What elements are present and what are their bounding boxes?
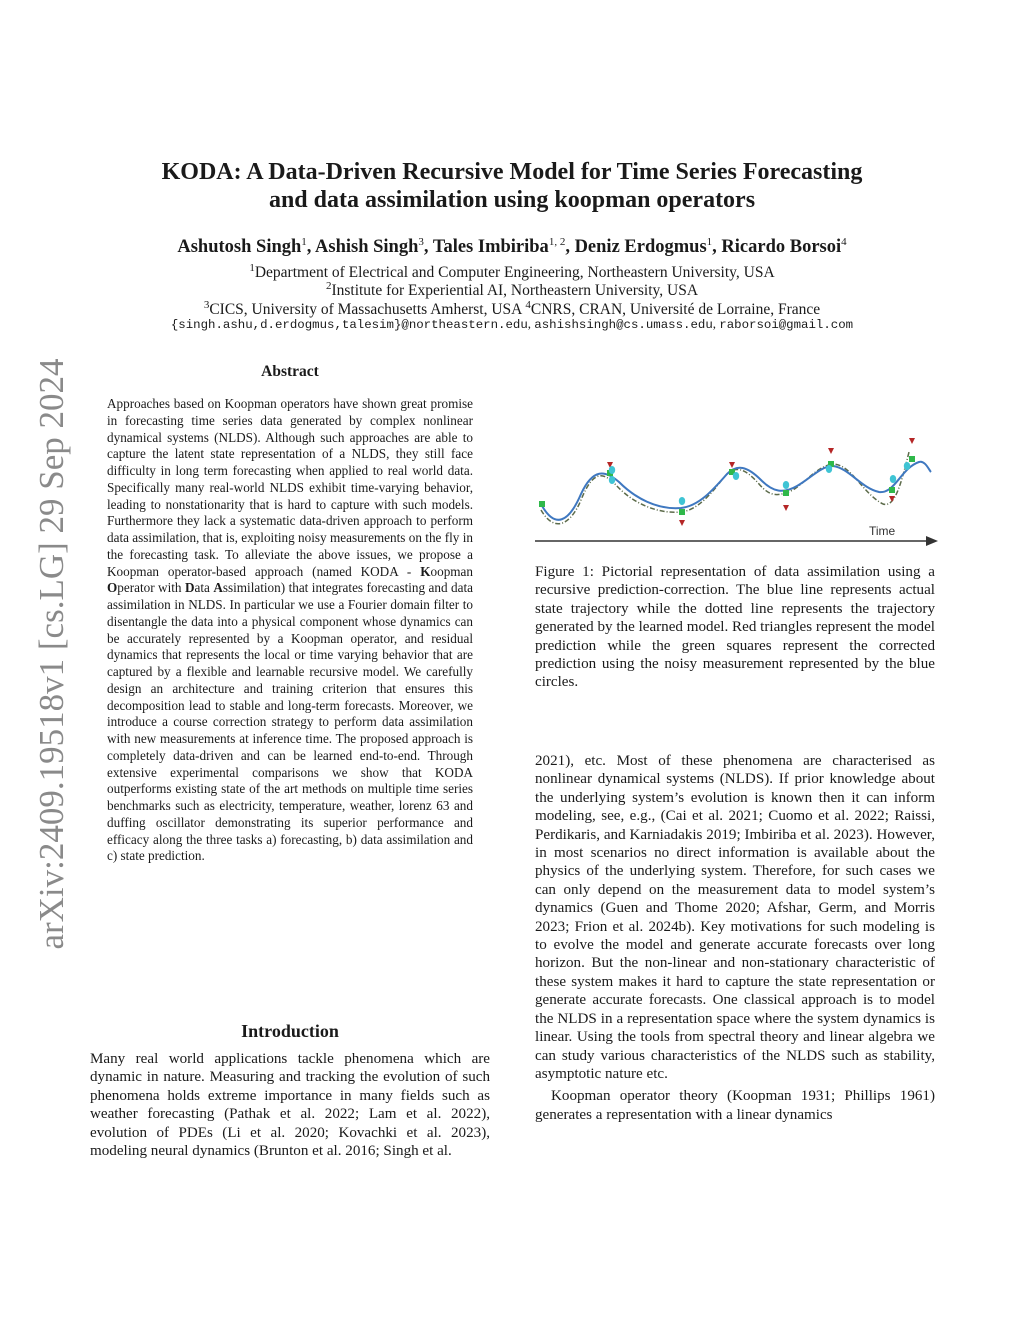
abstract-text-part: oopman xyxy=(430,563,473,579)
prediction-markers xyxy=(607,438,915,526)
title-line-1: KODA: A Data-Driven Recursive Model for Time Series Forecasting xyxy=(161,159,863,185)
time-axis-label: Time xyxy=(869,524,896,538)
author-name: Ashutosh Singh xyxy=(177,237,302,258)
abstract-text-part: perator with xyxy=(117,580,185,596)
prediction-triangle xyxy=(828,448,834,454)
prediction-triangle xyxy=(909,438,915,444)
corrected-square xyxy=(539,501,545,507)
acronym-letter: K xyxy=(420,563,431,579)
corrected-square xyxy=(889,487,895,493)
email-separator: , xyxy=(527,316,535,331)
acronym-letter: O xyxy=(107,580,118,596)
paragraph: Koopman operator theory (Koopman 1931; Phillips 1961) generates a representation with a linear dynamics xyxy=(535,1088,935,1123)
affiliation-mark: 4 xyxy=(525,299,531,311)
author-affiliation-mark: 3 xyxy=(418,236,424,248)
time-axis-arrowhead xyxy=(926,536,938,546)
affiliation-text: Institute for Experiential AI, Northeastern University, USA xyxy=(331,282,699,300)
acronym-letter: A xyxy=(213,580,223,596)
author-affiliation-mark: 1, 2 xyxy=(548,236,566,248)
abstract-text-part: ssimilation) xyxy=(222,580,286,596)
paragraph: 2021), etc. Most of these phenomena are characterised as nonlinear dynamical systems (NLDS). If prior knowledge about the underlying system’s evolution is known then it can inform modeling, see, e.g., (Cai et al. 2021; Cuomo et al. 2022; Raissi, Perdikaris, and Karniadakis 2019; Imbiriba et al. 2023). However, in most scenarios no direct information is available about the physics of the underlying system. Therefore, for such cases we can only depend on the measurement data to model system’s dynamics (Guen and Thome 2020; Afshar, Germ, and Morris 2023; Frion et al. 2024b). Key motivations for such modeling is to evolve the model and generate accurate forecasts over long horizon. But the non-linear and non-stationary characteristic of these system makes it hard to capture the state representation or generate accurate forecasts. One classical approach is to model the NLDS in a representation space where the system dynamics is linear. Using the tools from spectral theory and linear algebra we can study various characteristics of the NLDS such as stability, asymptotic nature etc. xyxy=(535,753,935,1082)
trajectory-diagram xyxy=(533,432,938,550)
true-state-trajectory-line xyxy=(541,462,931,520)
abstract-text-part: that integrates forecasting and data assimilation in NLDS. In particular we use a Fourier domain filter to disentangle the data into a physical component whose dynamics can be accurately represented by a Koopman operator, and residual dynamics that represents the local or time varying behavior that are captured by a flexible and learnable recursive model. We carefully design an architecture and training criterion that ensures this decomposition lead to stable and long-term forecasts. Moreover, we introduce a course correction strategy to perform data assimilation with new measurements at inference time. The proposed approach is completely data-driven and can be learned end-to-end. Through extensive experimental comparisons we show that KODA outperforms existing state of the art methods on multiple time series benchmarks such as electricity, temperature, weather, lorenz 63 and duffing oscillator demonstrating its superior performance and efficacy along the three tasks a) forecasting, b) data assimilation and c) state prediction. xyxy=(107,580,473,864)
email-separator: , xyxy=(712,316,720,331)
measurement-circle xyxy=(609,466,615,474)
author-name: Tales Imbiriba xyxy=(432,237,549,258)
arxiv-identifier-stamp: arXiv:2409.19518v1 [cs.LG] 29 Sep 2024 xyxy=(32,358,71,950)
email-link[interactable]: raborsoi@gmail.com xyxy=(719,318,854,332)
author-affiliation-mark: 1 xyxy=(301,236,307,248)
author-affiliation-mark: 1 xyxy=(706,236,713,248)
measurement-circle xyxy=(904,462,910,470)
prediction-triangle xyxy=(679,520,685,526)
author-name: Ashish Singh xyxy=(315,237,419,258)
affiliation-mark: 3 xyxy=(203,299,210,311)
affiliation-text: CNRS, CRAN, Université de Lorraine, France xyxy=(530,301,821,319)
email-link[interactable]: ashishsingh@cs.umass.edu xyxy=(534,318,713,332)
prediction-triangle xyxy=(783,505,789,511)
abstract-text-part: ata xyxy=(194,580,214,596)
right-column-text xyxy=(535,752,935,1124)
measurement-circle xyxy=(826,465,832,473)
abstract-text-part: Approaches based on Koopman operators have shown great promise in forecasting time series data generated by complex nonlinear dynamical systems (NLDS). Although such approaches are able to capture the latent state representation of a NLDS, they still face difficulty in long term forecasting when applied to real world data. Specifically many real-world NLDS exhibit time-varying behavior, leading to nonstationarity that is hard to capture with such models. Furthermore they lack a systematic data-driven approach to perform data assimilation, that is, exploiting noisy measurements on the fly in the forecasting task. To alleviate the above issues, we propose a Koopman operator-based approach (named KODA - xyxy=(107,396,473,579)
author-list: Ashutosh Singh$^1$, Ashish Singh$^3$, Tales Imbiriba$^{1, 2}$, Deniz Erdogmus$^1$, Ricardo Borsoi$^4$ xyxy=(177,236,847,258)
introduction-heading: Introduction xyxy=(241,1021,339,1041)
author-name: Ricardo Borsoi xyxy=(721,237,842,258)
measurement-circle xyxy=(609,476,615,484)
corrected-markers xyxy=(539,456,915,515)
prediction-triangle xyxy=(889,496,895,502)
author-name: Deniz Erdogmus xyxy=(574,237,707,258)
acronym-letter: D xyxy=(184,580,195,596)
figure-1 xyxy=(533,432,938,550)
corrected-square xyxy=(909,456,915,462)
measurement-circle xyxy=(733,472,739,480)
abstract-heading: Abstract xyxy=(261,363,319,380)
corrected-square xyxy=(783,490,789,496)
affiliation-mark: 2 xyxy=(325,280,332,292)
introduction-text: Many real world applications tackle phenomena which are dynamic in nature. Measuring and tracking the evolution of such phenomena holds extreme importance in many fields such as weather forecasting (Pathak et al. 2022; Lam et al. 2022), evolution of PDEs (Li et al. 2020; Kovachki et al. 2023), modeling neural dynamics (Brunton et al. 2016; Singh et al. xyxy=(90,1051,490,1160)
abstract-text xyxy=(107,396,473,865)
measurement-circle xyxy=(783,481,789,489)
affiliation-mark: 1 xyxy=(249,262,255,274)
author-emails xyxy=(60,315,964,334)
figure-1-caption: Figure 1: Pictorial representation of data assimilation using a recursive prediction-correction. The blue line represents actual state trajectory while the dotted line represents the trajectory generated by the learned model. Red triangles represent the model prediction while the green squares represent the corrected prediction using the noisy measurement represented by the blue circles. xyxy=(535,564,935,691)
prediction-triangle xyxy=(729,462,735,468)
corrected-square xyxy=(679,509,685,515)
paper-title xyxy=(80,158,944,214)
model-trajectory-line xyxy=(541,452,909,524)
title-line-2: and data assimilation using koopman operators xyxy=(268,187,756,213)
email-link[interactable]: {singh.ashu,d.erdogmus,talesim}@northeastern.edu xyxy=(170,318,528,332)
affiliation-text: CICS, University of Massachusetts Amherst, USA xyxy=(209,301,526,319)
measurement-circle xyxy=(679,497,685,505)
author-affiliation-mark: 4 xyxy=(841,236,847,248)
affiliation-text: Department of Electrical and Computer Engineering, Northeastern University, USA xyxy=(254,264,775,282)
measurement-circle xyxy=(890,475,896,483)
